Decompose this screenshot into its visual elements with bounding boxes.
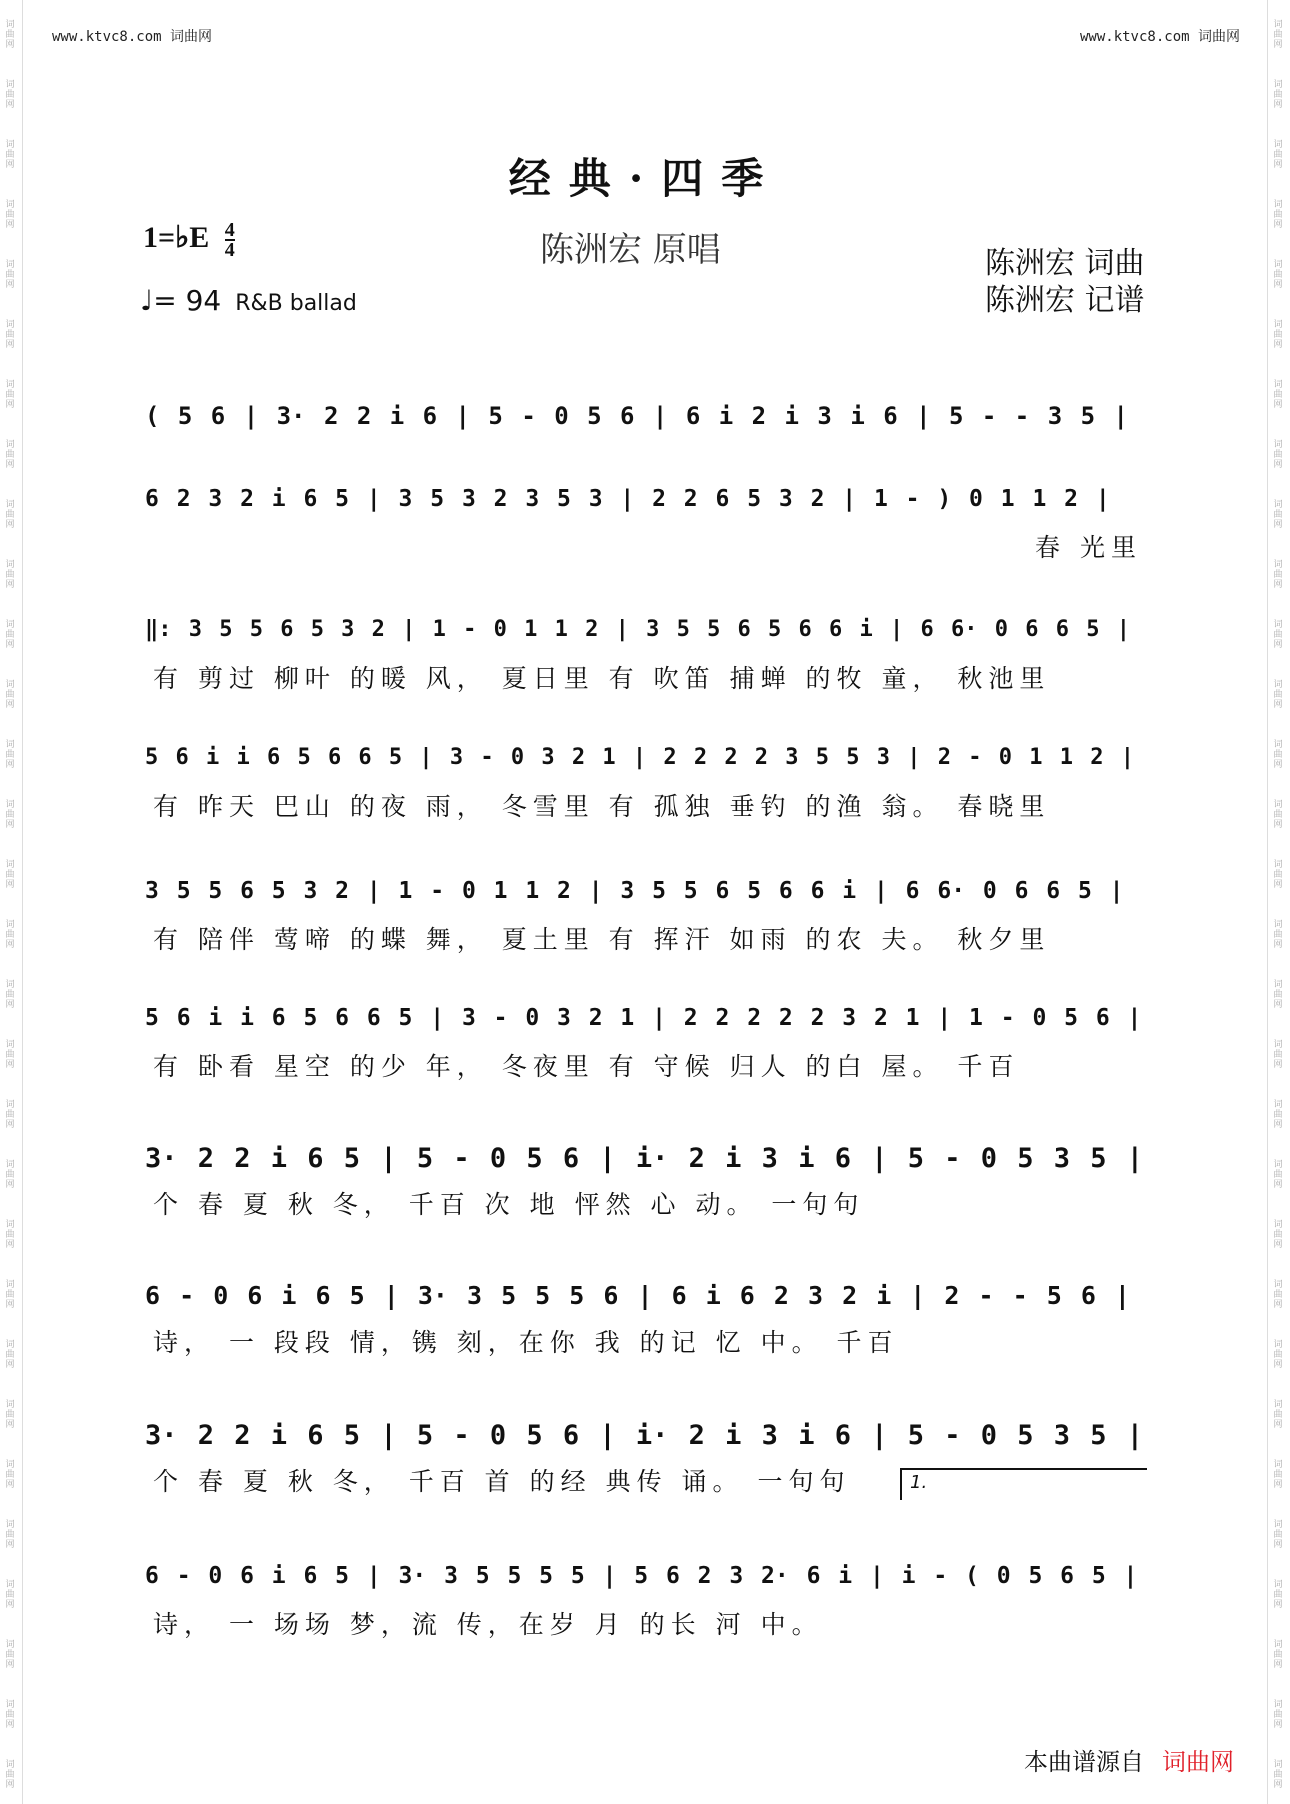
notes-line: ( 5 6 | 3· 2 2 i 6 | 5 - 0 5 6 | 6 i 2 i 3 i 6 | 5 - - 3 5 | <box>145 402 1128 430</box>
time-top: 4 <box>224 219 235 242</box>
edge-watermark-text: 词曲网 <box>1273 1580 1283 1610</box>
key-signature <box>143 219 235 262</box>
edge-watermark-text: 词曲网 <box>5 1460 15 1490</box>
edge-watermark-text: 词曲网 <box>1273 20 1283 50</box>
score-row <box>145 745 1145 821</box>
notes-line: 3· 2 2 i 6 5 | 5 - 0 5 6 | i· 2 i 3 i 6 | 5 - 0 5 3 5 | <box>145 1420 1144 1451</box>
tempo-marking <box>140 284 357 317</box>
footer-brand: 词曲网 <box>1162 1748 1234 1776</box>
edge-watermark-text: 词曲网 <box>1273 740 1283 770</box>
edge-watermark-text: 词曲网 <box>5 860 15 890</box>
time-signature <box>224 219 235 262</box>
footer-source <box>1024 1742 1234 1777</box>
edge-watermark-text: 词曲网 <box>1273 1040 1283 1070</box>
tempo-value: ♩= 94 <box>140 284 222 317</box>
score-row <box>145 617 1145 693</box>
edge-watermark-text: 词曲网 <box>1273 1400 1283 1430</box>
lyrics-line: 有 卧看 星空 的少 年， 冬夜里 有 守候 归人 的白 屋。 千百 <box>153 1052 1020 1081</box>
score-row <box>145 1563 1145 1639</box>
edge-watermark-text: 词曲网 <box>5 380 15 410</box>
lyrics-line: 有 昨天 巴山 的夜 雨， 冬雪里 有 孤独 垂钓 的渔 翁。 春晓里 <box>153 792 1051 821</box>
notes-line: 5 6 i i 6 5 6 6 5 | 3 - 0 3 2 1 | 2 2 2 2 2 3 2 1 | 1 - 0 5 6 | <box>145 1005 1142 1031</box>
edge-watermark-text: 词曲网 <box>1273 800 1283 830</box>
edge-watermark-text: 词曲网 <box>5 1400 15 1430</box>
edge-watermark-text: 词曲网 <box>5 800 15 830</box>
edge-watermark-text: 词曲网 <box>5 20 15 50</box>
first-ending-bracket <box>900 1468 1147 1500</box>
edge-watermark-text: 词曲网 <box>5 1520 15 1550</box>
key-prefix: 1= <box>143 221 176 254</box>
left-edge-watermark <box>0 0 23 1804</box>
edge-watermark-text: 词曲网 <box>5 1700 15 1730</box>
edge-watermark-text: 词曲网 <box>5 920 15 950</box>
site-url-left: www.ktvc8.com 词曲网 <box>52 29 213 45</box>
edge-watermark-text: 词曲网 <box>5 200 15 230</box>
edge-watermark-text: 词曲网 <box>5 1580 15 1610</box>
edge-watermark-text: 词曲网 <box>5 1760 15 1790</box>
singer-line: 陈洲宏 原唱 <box>540 230 721 270</box>
lyrics-line: 有 剪过 柳叶 的暖 风， 夏日里 有 吹笛 捕蝉 的牧 童， 秋池里 <box>153 664 1051 693</box>
edge-watermark-text: 词曲网 <box>1273 920 1283 950</box>
volta-label: 1. <box>910 1472 928 1493</box>
score-row <box>145 1005 1145 1081</box>
edge-watermark-text: 词曲网 <box>1273 500 1283 530</box>
edge-watermark-text: 词曲网 <box>1273 1460 1283 1490</box>
notes-line: 6 2 3 2 i 6 5 | 3 5 3 2 3 5 3 | 2 2 6 5 3 2 | 1 - ) 0 1 1 2 | <box>145 486 1110 512</box>
lyrics-line: 诗， 一 场场 梦，流 传，在岁 月 的长 河 中。 <box>153 1610 823 1639</box>
lyrics-line: 有 陪伴 莺啼 的蝶 舞， 夏土里 有 挥汗 如雨 的农 夫。 秋夕里 <box>153 925 1051 954</box>
edge-watermark-text: 词曲网 <box>1273 80 1283 110</box>
edge-watermark-text: 词曲网 <box>1273 440 1283 470</box>
credit-transcriber: 陈洲宏 记谱 <box>985 283 1145 318</box>
edge-watermark-text: 词曲网 <box>5 680 15 710</box>
notes-line: ‖: 3 5 5 6 5 3 2 | 1 - 0 1 1 2 | 3 5 5 6 5 6 6 i | 6 6· 0 6 6 5 | <box>145 617 1130 642</box>
score-row <box>145 402 1145 442</box>
edge-watermark-text: 词曲网 <box>1273 140 1283 170</box>
edge-watermark-text: 词曲网 <box>1273 380 1283 410</box>
score-row <box>145 878 1145 954</box>
lyrics-line: 个 春 夏 秋 冬， 千百 次 地 怦然 心 动。 一句句 <box>153 1190 865 1219</box>
edge-watermark-text: 词曲网 <box>5 500 15 530</box>
edge-watermark-text: 词曲网 <box>5 140 15 170</box>
edge-watermark-text: 词曲网 <box>5 560 15 590</box>
notes-line: 6 - 0 6 i 6 5 | 3· 3 5 5 5 5 | 5 6 2 3 2· 6 i | i - ( 0 5 6 5 | <box>145 1563 1138 1589</box>
notes-line: 3 5 5 6 5 3 2 | 1 - 0 1 1 2 | 3 5 5 6 5 6 6 i | 6 6· 0 6 6 5 | <box>145 878 1124 904</box>
edge-watermark-text: 词曲网 <box>1273 1160 1283 1190</box>
footer-source-text: 本曲谱源自 <box>1024 1748 1144 1776</box>
notes-line: 6 - 0 6 i 6 5 | 3· 3 5 5 5 6 | 6 i 6 2 3 2 i | 2 - - 5 6 | <box>145 1281 1130 1310</box>
key-note: ♭E <box>175 221 210 254</box>
score-row <box>145 1281 1145 1357</box>
lyrics-line: 个 春 夏 秋 冬， 千百 首 的经 典传 诵。 一句句 <box>153 1467 851 1496</box>
edge-watermark-text: 词曲网 <box>1273 680 1283 710</box>
edge-watermark-text: 词曲网 <box>5 740 15 770</box>
edge-watermark-text: 词曲网 <box>1273 1520 1283 1550</box>
edge-watermark-text: 词曲网 <box>5 620 15 650</box>
edge-watermark-text: 词曲网 <box>5 1040 15 1070</box>
notes-line: 5 6 i i 6 5 6 6 5 | 3 - 0 3 2 1 | 2 2 2 2 3 5 5 3 | 2 - 0 1 1 2 | <box>145 745 1134 770</box>
edge-watermark-text: 词曲网 <box>1273 1340 1283 1370</box>
score-row <box>145 486 1145 562</box>
edge-watermark-text: 词曲网 <box>5 80 15 110</box>
edge-watermark-text: 词曲网 <box>5 1160 15 1190</box>
edge-watermark-text: 词曲网 <box>1273 1760 1283 1790</box>
edge-watermark-text: 词曲网 <box>1273 620 1283 650</box>
edge-watermark-text: 词曲网 <box>1273 1100 1283 1130</box>
score-row <box>145 1143 1145 1219</box>
edge-watermark-text: 词曲网 <box>1273 560 1283 590</box>
edge-watermark-text: 词曲网 <box>5 980 15 1010</box>
edge-watermark-text: 词曲网 <box>5 1280 15 1310</box>
score-row <box>145 1420 1145 1496</box>
edge-watermark-text: 词曲网 <box>5 1340 15 1370</box>
edge-watermark-text: 词曲网 <box>5 260 15 290</box>
notes-line: 3· 2 2 i 6 5 | 5 - 0 5 6 | i· 2 i 3 i 6 | 5 - 0 5 3 5 | <box>145 1143 1144 1174</box>
edge-watermark-text: 词曲网 <box>1273 1700 1283 1730</box>
edge-watermark-text: 词曲网 <box>5 440 15 470</box>
edge-watermark-text: 词曲网 <box>1273 980 1283 1010</box>
right-edge-watermark <box>1267 0 1290 1804</box>
style-marking: R&B ballad <box>235 291 357 316</box>
edge-watermark-text: 词曲网 <box>1273 200 1283 230</box>
edge-watermark-text: 词曲网 <box>1273 320 1283 350</box>
song-title: 经典·四季 <box>508 154 782 203</box>
edge-watermark-text: 词曲网 <box>1273 1640 1283 1670</box>
lyrics-line: 诗， 一 段段 情，镌 刻，在你 我 的记 忆 中。 千百 <box>153 1328 899 1357</box>
edge-watermark-text: 词曲网 <box>5 1640 15 1670</box>
site-url-right: www.ktvc8.com 词曲网 <box>1079 29 1240 45</box>
lyrics-line: 春 光里 <box>1035 533 1142 562</box>
edge-watermark-text: 词曲网 <box>5 1220 15 1250</box>
edge-watermark-text: 词曲网 <box>1273 260 1283 290</box>
edge-watermark-text: 词曲网 <box>5 1100 15 1130</box>
credit-composer: 陈洲宏 词曲 <box>985 246 1145 281</box>
edge-watermark-text: 词曲网 <box>1273 860 1283 890</box>
edge-watermark-text: 词曲网 <box>5 320 15 350</box>
edge-watermark-text: 词曲网 <box>1273 1220 1283 1250</box>
time-bottom: 4 <box>224 239 235 262</box>
edge-watermark-text: 词曲网 <box>1273 1280 1283 1310</box>
